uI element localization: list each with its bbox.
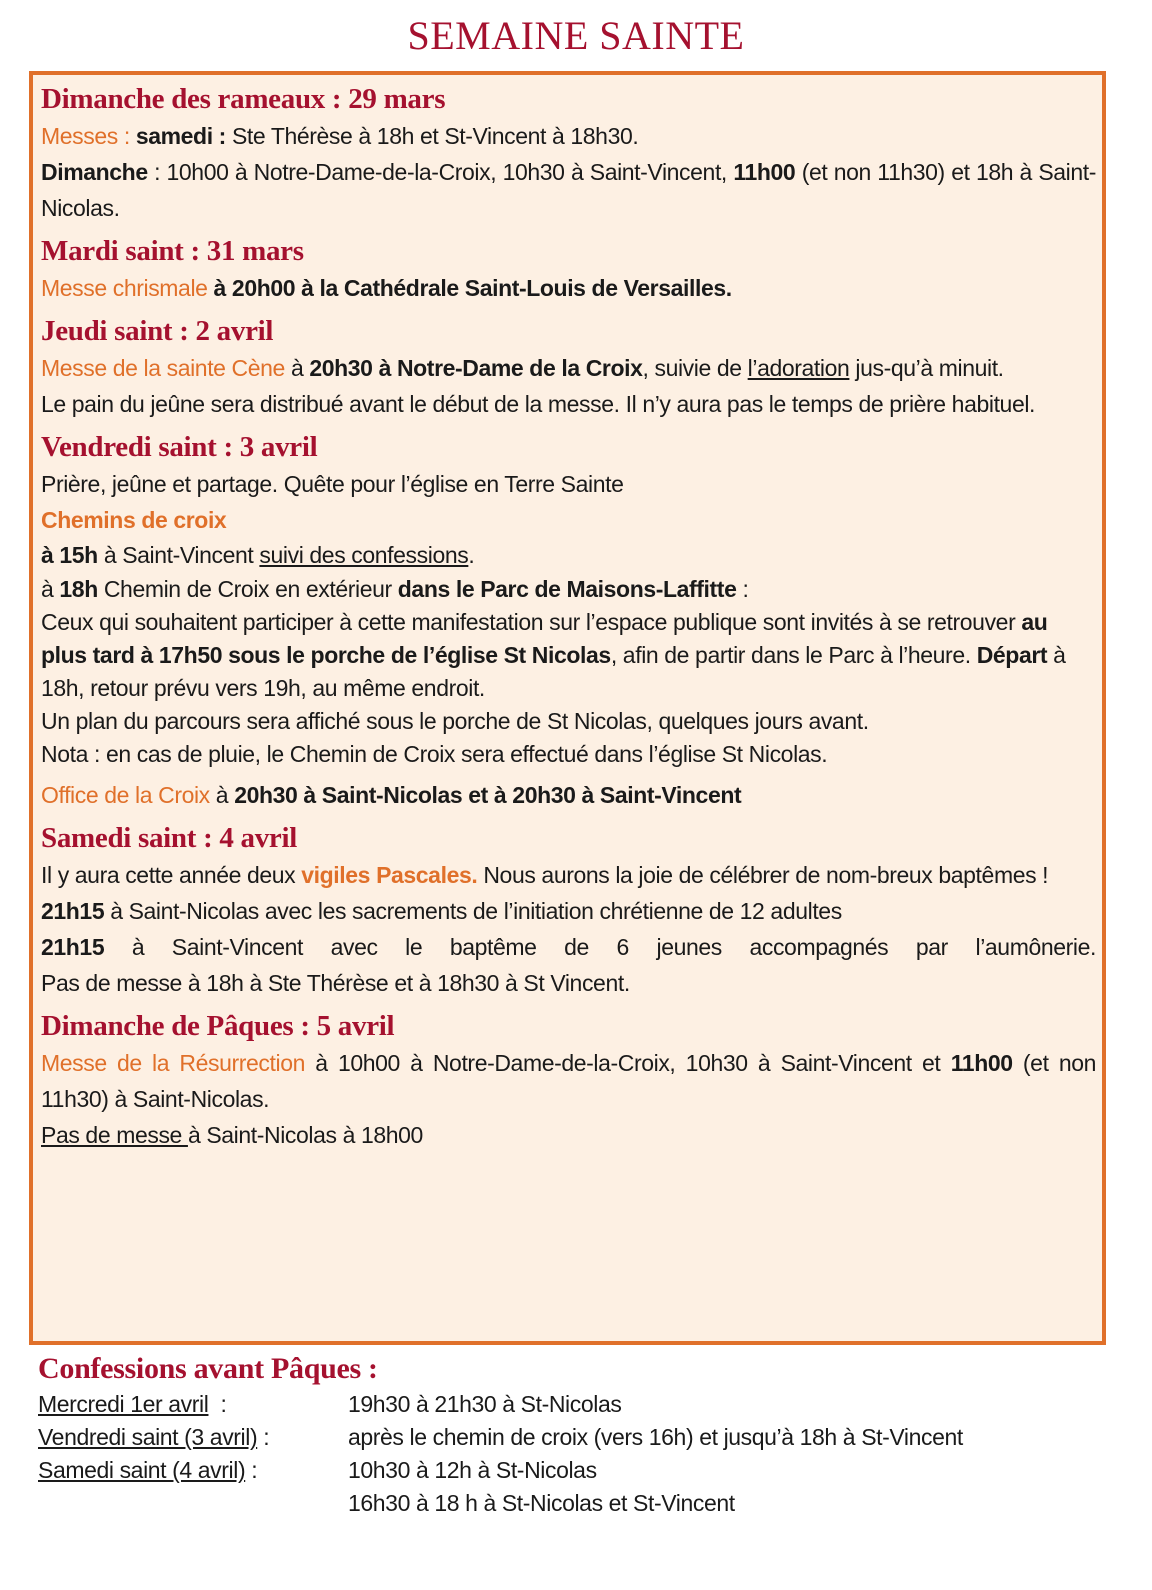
resurrection-mass bbox=[41, 1045, 1096, 1117]
text: à bbox=[290, 355, 304, 381]
bold-text: à 15h bbox=[41, 542, 98, 568]
separator: : bbox=[208, 1391, 227, 1417]
text: à Saint-Nicolas à 18h00 bbox=[187, 1122, 423, 1148]
no-evening-mass bbox=[41, 1117, 1096, 1153]
section-heading: Samedi saint : 4 avril bbox=[41, 822, 298, 854]
accent-label: vigiles Pascales. bbox=[301, 862, 478, 888]
section-heading: Mardi saint : 31 mars bbox=[41, 235, 304, 267]
section-jeudi bbox=[41, 312, 1096, 422]
confession-time: 19h30 à 21h30 à St-Nicolas bbox=[348, 1391, 622, 1417]
section-heading: Vendredi saint : 3 avril bbox=[41, 431, 318, 463]
stations-18h bbox=[41, 572, 1096, 606]
confession-day: Mercredi 1er avril bbox=[38, 1391, 209, 1417]
text: Nous aurons la joie de célébrer de nom-breux baptêmes ! bbox=[483, 862, 1049, 888]
bold-text: 11h00 bbox=[950, 1050, 1013, 1076]
separator: : bbox=[257, 1424, 270, 1450]
accent-label: Messe de la Résurrection bbox=[41, 1050, 306, 1076]
route-plan-note: Un plan du parcours sera affiché sous le porche de St Nicolas, quelques jours avant. bbox=[41, 708, 869, 734]
schedule-content bbox=[41, 80, 1096, 1153]
underlined-text: Pas de messe bbox=[41, 1122, 188, 1148]
text: , suivie de bbox=[642, 355, 742, 381]
confession-time: 10h30 à 12h à St-Nicolas bbox=[348, 1457, 597, 1483]
accent-label: Messe chrismale bbox=[41, 275, 208, 301]
sunday-masses bbox=[41, 154, 1096, 226]
rain-note: Nota : en cas de pluie, le Chemin de Croix sera effectué dans l’église St Nicolas. bbox=[41, 741, 828, 767]
section-samedi bbox=[41, 819, 1096, 1001]
accent-label: Messe de la sainte Cène bbox=[41, 355, 285, 381]
text: Ceux qui souhaitent participer à cette manifestation sur l’espace publique sont invités à se retrouver bbox=[41, 609, 1016, 635]
stations-15h bbox=[41, 538, 1096, 572]
bold-text: 20h30 à Notre-Dame de la Croix bbox=[309, 355, 643, 381]
text: Chemin de Croix en extérieur bbox=[103, 576, 392, 602]
text: Ste Thérèse à 18h et St-Vincent à 18h30. bbox=[231, 123, 639, 149]
confession-day: Vendredi saint (3 avril) bbox=[38, 1424, 258, 1450]
chrism-mass bbox=[41, 270, 1096, 306]
confession-time: 16h30 à 18 h à St-Nicolas et St-Vincent bbox=[348, 1490, 735, 1516]
text: , afin de partir dans le Parc à l’heure. bbox=[610, 642, 971, 668]
bold-text: 21h15 bbox=[41, 898, 105, 924]
bold-text: Dimanche bbox=[41, 159, 148, 185]
text: (et non 11h30) à Saint-Nicolas. bbox=[41, 1050, 1097, 1112]
confession-row bbox=[38, 1454, 1118, 1487]
text: à bbox=[41, 576, 54, 602]
text: à 18h, retour prévu vers 19h, au même endroit. bbox=[41, 642, 1066, 701]
text: à Saint-Vincent avec le baptême de 6 jeunes accompagnés par l’aumônerie. bbox=[131, 934, 1096, 960]
bold-text: au plus tard à 17h50 sous le porche de l’église St Nicolas bbox=[41, 609, 1048, 668]
confession-time: après le chemin de croix (vers 16h) et jusqu’à 18h à St-Vincent bbox=[348, 1424, 963, 1450]
text: jus-qu’à minuit. bbox=[855, 355, 1004, 381]
underlined-text: l’adoration bbox=[747, 355, 850, 381]
text: à Saint-Nicolas avec les sacrements de l’initiation chrétienne de 12 adultes bbox=[110, 898, 842, 924]
text: : bbox=[742, 576, 749, 602]
fasting-bread-note: Le pain du jeûne sera distribué avant le début de la messe. Il n’y aura pas le temps de prière habituel. bbox=[41, 391, 1036, 417]
section-mardi bbox=[41, 232, 1096, 306]
confession-row bbox=[38, 1487, 1118, 1520]
accent-label: Messes : bbox=[41, 123, 130, 149]
bold-text: à 20h00 à la Cathédrale Saint-Louis de Versailles. bbox=[213, 275, 732, 301]
section-heading: Jeudi saint : 2 avril bbox=[41, 315, 274, 347]
text: à bbox=[215, 782, 229, 808]
confessions-heading: Confessions avant Pâques : bbox=[38, 1352, 378, 1385]
text: à 10h00 à Notre-Dame-de-la-Croix, 10h30 à Saint-Vincent et bbox=[315, 1050, 941, 1076]
text: . bbox=[468, 542, 475, 568]
page-title: SEMAINE SAINTE bbox=[407, 13, 745, 58]
bold-text: Départ bbox=[976, 642, 1048, 668]
saturday-masses bbox=[41, 118, 1096, 154]
accent-label: Office de la Croix bbox=[41, 782, 210, 808]
confession-row bbox=[38, 1421, 1118, 1454]
section-paques bbox=[41, 1007, 1096, 1153]
bold-text: dans le Parc de Maisons-Laffitte bbox=[397, 576, 737, 602]
section-vendredi bbox=[41, 428, 1096, 813]
separator: : bbox=[245, 1457, 258, 1483]
section-rameaux bbox=[41, 80, 1096, 226]
intro: Prière, jeûne et partage. Quête pour l’église en Terre Sainte bbox=[41, 471, 624, 497]
last-supper-mass bbox=[41, 350, 1096, 386]
vigil-saint-vincent bbox=[41, 929, 1096, 965]
confession-row bbox=[38, 1388, 1118, 1421]
no-mass-note: Pas de messe à 18h à Ste Thérèse et à 18h30 à St Vincent. bbox=[41, 970, 630, 996]
section-heading: Dimanche de Pâques : 5 avril bbox=[41, 1010, 395, 1042]
text: : 10h00 à Notre-Dame-de-la-Croix, 10h30 à Saint-Vincent, bbox=[154, 159, 727, 185]
text: (et non 11h30) et 18h à Saint-Nicolas. bbox=[41, 159, 1097, 221]
bold-text: 11h00 bbox=[733, 159, 796, 185]
meeting-info bbox=[41, 606, 1096, 705]
confession-day: Samedi saint (4 avril) bbox=[38, 1457, 246, 1483]
office-of-cross bbox=[41, 777, 1096, 813]
text: à Saint-Vincent bbox=[103, 542, 254, 568]
bold-text: samedi : bbox=[135, 123, 226, 149]
text: Il y aura cette année deux bbox=[41, 862, 296, 888]
bold-text: 21h15 bbox=[41, 934, 105, 960]
vigils-intro bbox=[41, 857, 1096, 893]
vigil-saint-nicolas bbox=[41, 893, 1096, 929]
section-heading: Dimanche des rameaux : 29 mars bbox=[41, 83, 446, 115]
bold-text: 18h bbox=[59, 576, 98, 602]
bold-text: 20h30 à Saint-Nicolas et à 20h30 à Saint-Vincent bbox=[234, 782, 742, 808]
confessions-section bbox=[38, 1350, 1118, 1520]
underlined-text: suivi des confessions bbox=[259, 542, 469, 568]
stations-label: Chemins de croix bbox=[41, 507, 227, 533]
